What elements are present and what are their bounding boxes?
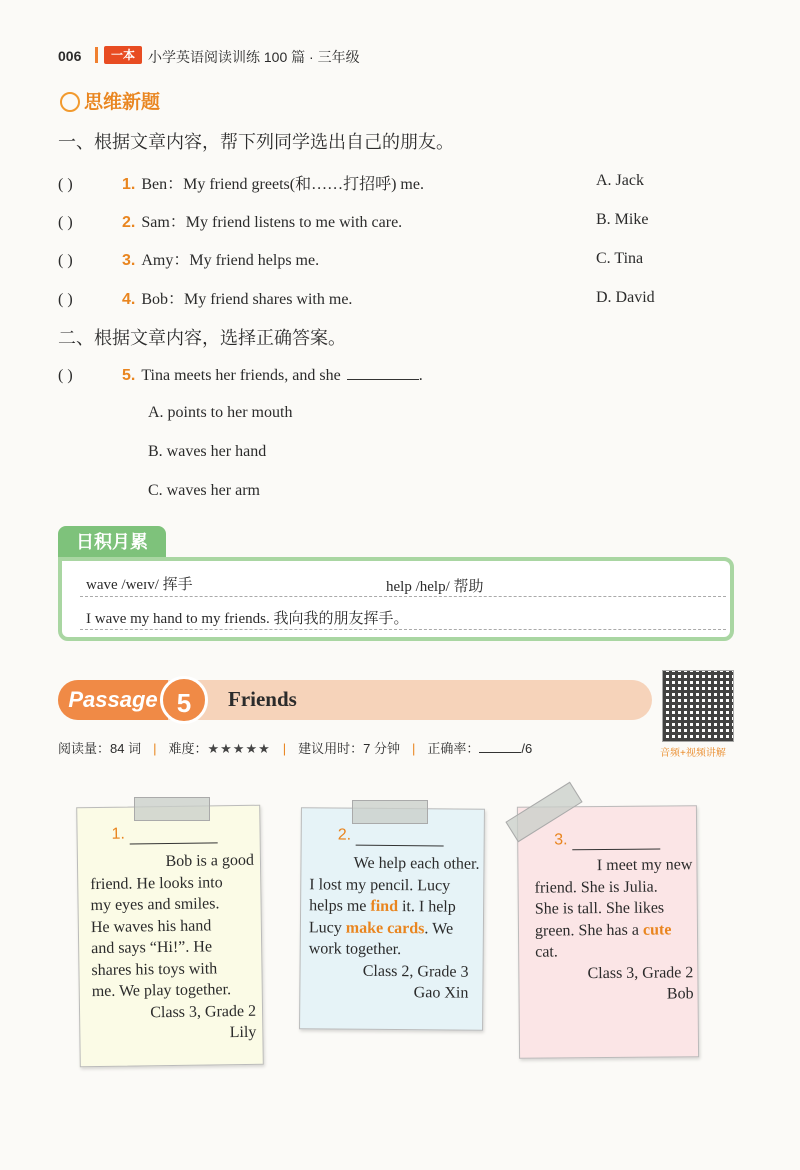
note-line: friend. He looks into [90, 873, 223, 893]
question-text: Ben：My friend greets(和……打招呼) me. [141, 176, 424, 193]
pencil-icon [60, 92, 80, 112]
choice-c: C. waves her arm [148, 482, 260, 499]
vocab-tab: 日积月累 [58, 526, 166, 558]
question-2 [58, 209, 402, 232]
header-divider [95, 47, 98, 63]
answer-blank[interactable] [356, 845, 444, 847]
tape [352, 800, 428, 824]
accuracy-total: /6 [521, 741, 533, 756]
passage-number: 5 [160, 676, 208, 724]
note-signature-class: Class 2, Grade 3 [362, 962, 469, 981]
passage-title: Friends [228, 687, 297, 711]
note-3 [517, 805, 699, 1059]
note-body [90, 850, 257, 1046]
note-line: me. We play together. [91, 981, 232, 1001]
choice-b: B. waves her hand [148, 443, 267, 460]
note-body [308, 852, 479, 1004]
question-3 [58, 247, 319, 270]
note-line: I meet my new [596, 856, 693, 875]
answer-paren[interactable]: ( ) [58, 214, 73, 231]
note-line: He waves his hand [90, 916, 212, 936]
vocab-word-help: help /help/ 帮助 [386, 579, 484, 595]
note-line: friend. She is Julia. [534, 878, 658, 897]
question-number: 1. [122, 176, 136, 193]
friend-option-a: A. Jack [596, 172, 644, 189]
question-text: Amy：My friend helps me. [141, 252, 320, 269]
question-number: 2. [122, 214, 136, 231]
note-line: work together. [308, 940, 402, 959]
highlight-word: cute [642, 920, 672, 939]
note-line: and says “Hi!”. He [91, 938, 213, 958]
answer-blank[interactable] [130, 842, 218, 844]
part2-heading: 二、根据文章内容，选择正确答案。 [58, 328, 346, 348]
note-line: my eyes and smiles. [90, 895, 220, 915]
question-end: . [418, 367, 423, 384]
friend-option-b: B. Mike [596, 211, 649, 228]
tape [134, 797, 210, 821]
question-text: Bob：My friend shares with me. [141, 291, 353, 308]
answer-blank[interactable] [347, 365, 419, 380]
note-number: 2. [337, 826, 352, 844]
note-2 [299, 807, 485, 1031]
note-line: cat. [535, 943, 558, 961]
brand-logo: 一本 [104, 46, 142, 64]
star-rating-icon: ★★★★★ [207, 741, 271, 756]
reading-meta: 阅读量：84 词 | 难度：★★★★★ | 建议用时：7 分钟 | 正确率： /6 [58, 741, 533, 756]
note-body [534, 854, 693, 1006]
answer-paren[interactable]: ( ) [58, 291, 73, 308]
highlight-word: find [370, 897, 399, 916]
book-title: 小学英语阅读训练 100 篇 · 三年级 [148, 49, 360, 65]
word-count: 阅读量：84 词 [58, 741, 142, 756]
note-signature-class: Class 3, Grade 2 [150, 1002, 257, 1021]
question-text: Sam：My friend listens to me with care. [141, 214, 403, 231]
question-number: 4. [122, 291, 136, 308]
note-signature-name: Lily [229, 1023, 257, 1042]
friend-option-d: D. David [596, 289, 655, 306]
note-line: She is tall. She likes [534, 899, 665, 918]
note-line: Lucy make cards. We [308, 918, 454, 938]
highlight-word: make cards [345, 919, 425, 937]
vocab-sentence: I wave my hand to my friends. 我向我的朋友挥手。 [86, 611, 409, 627]
page-number: 006 [58, 48, 82, 64]
section-title: 思维新题 [84, 92, 161, 113]
vocab-divider [80, 629, 726, 630]
question-text: Tina meets her friends, and she [141, 367, 341, 384]
question-1 [58, 171, 424, 194]
accuracy-blank[interactable] [479, 752, 521, 753]
answer-paren[interactable]: ( ) [58, 176, 73, 193]
note-number: 1. [111, 825, 126, 843]
note-signature-name: Gao Xin [413, 984, 469, 1002]
note-line: Bob is a good [165, 851, 255, 871]
qr-code-icon[interactable] [662, 670, 734, 742]
vocab-divider [80, 596, 726, 597]
answer-blank[interactable] [572, 849, 660, 851]
note-line: We help each other. [353, 854, 480, 873]
note-number: 3. [554, 831, 568, 849]
vocab-word-wave: wave /weɪv/ 挥手 [86, 577, 193, 593]
accuracy-label: 正确率： [427, 741, 480, 756]
choice-a: A. points to her mouth [148, 404, 293, 421]
question-number: 3. [122, 252, 136, 269]
note-signature-class: Class 3, Grade 2 [587, 963, 694, 982]
note-signature-name: Bob [666, 985, 694, 1003]
answer-paren[interactable]: ( ) [58, 252, 73, 269]
friend-option-c: C. Tina [596, 250, 644, 267]
qr-caption: 音频+视频讲解 [660, 748, 726, 759]
note-line: green. She has a cute [534, 920, 672, 940]
note-1 [76, 805, 264, 1068]
passage-label: Passage [58, 680, 168, 720]
suggested-time: 建议用时：7 分钟 [298, 741, 400, 756]
question-number: 5. [122, 367, 136, 384]
difficulty-label: 难度： [168, 741, 208, 756]
note-line: I lost my pencil. Lucy [309, 875, 451, 895]
part1-heading: 一、根据文章内容，帮下列同学选出自己的朋友。 [58, 132, 454, 152]
answer-paren[interactable]: ( ) [58, 367, 73, 384]
note-line: shares his toys with [91, 959, 218, 979]
question-4 [58, 286, 352, 309]
note-line: helps me find it. I help [309, 897, 456, 916]
question-5 [58, 365, 423, 385]
